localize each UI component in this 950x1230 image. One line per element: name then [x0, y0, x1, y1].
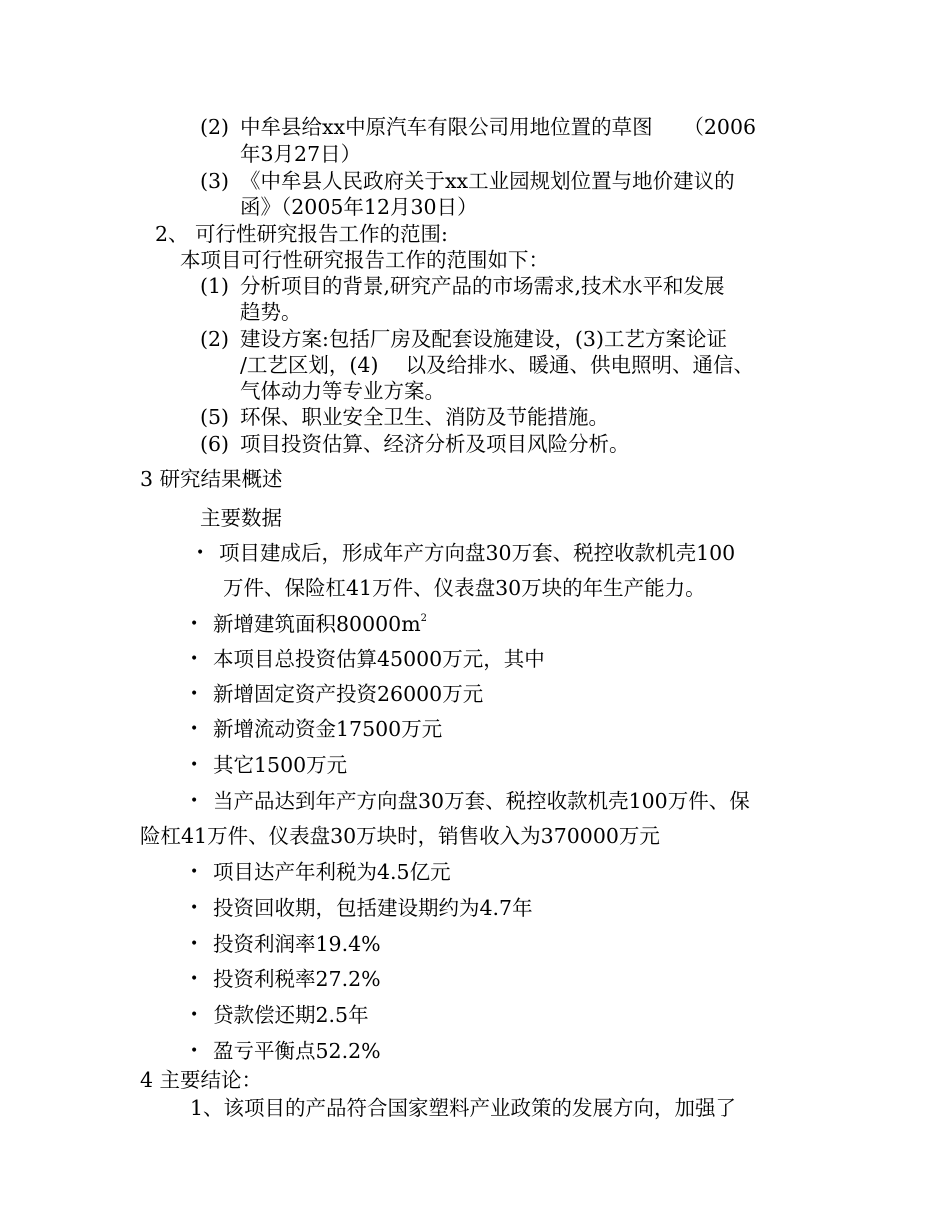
section-heading: 2、 可行性研究报告工作的范围:	[155, 222, 448, 246]
item-number: (2)	[200, 327, 230, 351]
list-item-text: 气体动力等专业方案。	[240, 379, 445, 403]
bullet-icon: •	[190, 900, 199, 916]
bullet-icon: •	[190, 793, 199, 809]
superscript: 2	[420, 613, 428, 624]
bullet-icon: •	[190, 971, 199, 987]
bullet-icon: •	[190, 1007, 199, 1023]
bullet-icon: •	[196, 545, 205, 561]
bullet-text: 项目达产年利税为4.5亿元	[213, 860, 451, 884]
list-item-text: 函》（2005年12月30日）	[240, 195, 478, 219]
list-item-text: 分析项目的背景,研究产品的市场需求,技术水平和发展	[240, 274, 725, 298]
bullet-icon: •	[190, 616, 199, 632]
bullet-text: 投资回收期，包括建设期约为4.7年	[213, 896, 533, 920]
paragraph: 本项目可行性研究报告工作的范围如下：	[180, 248, 549, 272]
bullet-icon: •	[190, 686, 199, 702]
bullet-icon: •	[190, 1043, 199, 1059]
item-number: (6)	[200, 432, 230, 456]
list-item-text: 中牟县给xx中原汽车有限公司用地位置的草图 （2006	[240, 115, 757, 139]
bullet-icon: •	[190, 757, 199, 773]
item-number: (3)	[200, 169, 230, 193]
bullet-text: 万件、保险杠41万件、仪表盘30万块的年生产能力。	[223, 576, 706, 600]
bullet-icon: •	[190, 651, 199, 667]
bullet-icon: •	[190, 864, 199, 880]
item-number: (1)	[200, 274, 230, 298]
bullet-text	[213, 612, 427, 636]
bullet-text: 其它1500万元	[213, 753, 348, 777]
item-number: (5)	[200, 405, 230, 429]
paragraph: 1、该项目的产品符合国家塑料产业政策的发展方向，加强了	[190, 1096, 737, 1120]
bullet-text: 新增流动资金17500万元	[213, 717, 443, 741]
list-item-text: 环保、职业安全卫生、消防及节能措施。	[240, 405, 609, 429]
bullet-text: 新增固定资产投资26000万元	[213, 682, 484, 706]
section-heading: 3 研究结果概述	[140, 467, 283, 491]
bullet-text: 投资利税率27.2%	[213, 967, 381, 991]
bullet-text: 贷款偿还期2.5年	[213, 1003, 369, 1027]
bullet-text-main: 新增建筑面积80000m	[213, 612, 421, 636]
subheading: 主要数据	[200, 506, 282, 530]
bullet-text: 本项目总投资估算45000万元，其中	[213, 647, 545, 671]
list-item-text: 建设方案:包括厂房及配套设施建设，(3)工艺方案论证	[240, 327, 727, 351]
bullet-text: 险杠41万件、仪表盘30万块时，销售收入为370000万元	[140, 824, 660, 848]
bullet-text: 盈亏平衡点52.2%	[213, 1039, 381, 1063]
list-item-text: 项目投资估算、经济分析及项目风险分析。	[240, 432, 630, 456]
item-number: (2)	[200, 115, 230, 139]
bullet-icon: •	[190, 721, 199, 737]
list-item-text: 趋势。	[240, 300, 302, 324]
list-item-text: /工艺区划，(4) 以及给排水、暖通、供电照明、通信、	[240, 353, 754, 377]
section-heading: 4 主要结论：	[140, 1068, 263, 1092]
bullet-text: 投资利润率19.4%	[213, 932, 381, 956]
bullet-text: 项目建成后，形成年产方向盘30万套、税控收款机壳100	[219, 541, 736, 565]
bullet-text: 当产品达到年产方向盘30万套、税控收款机壳100万件、保	[213, 789, 750, 813]
bullet-icon: •	[190, 936, 199, 952]
list-item-text: 《中牟县人民政府关于xx工业园规划位置与地价建议的	[240, 169, 735, 193]
list-item-text: 年3月27日）	[240, 142, 362, 166]
